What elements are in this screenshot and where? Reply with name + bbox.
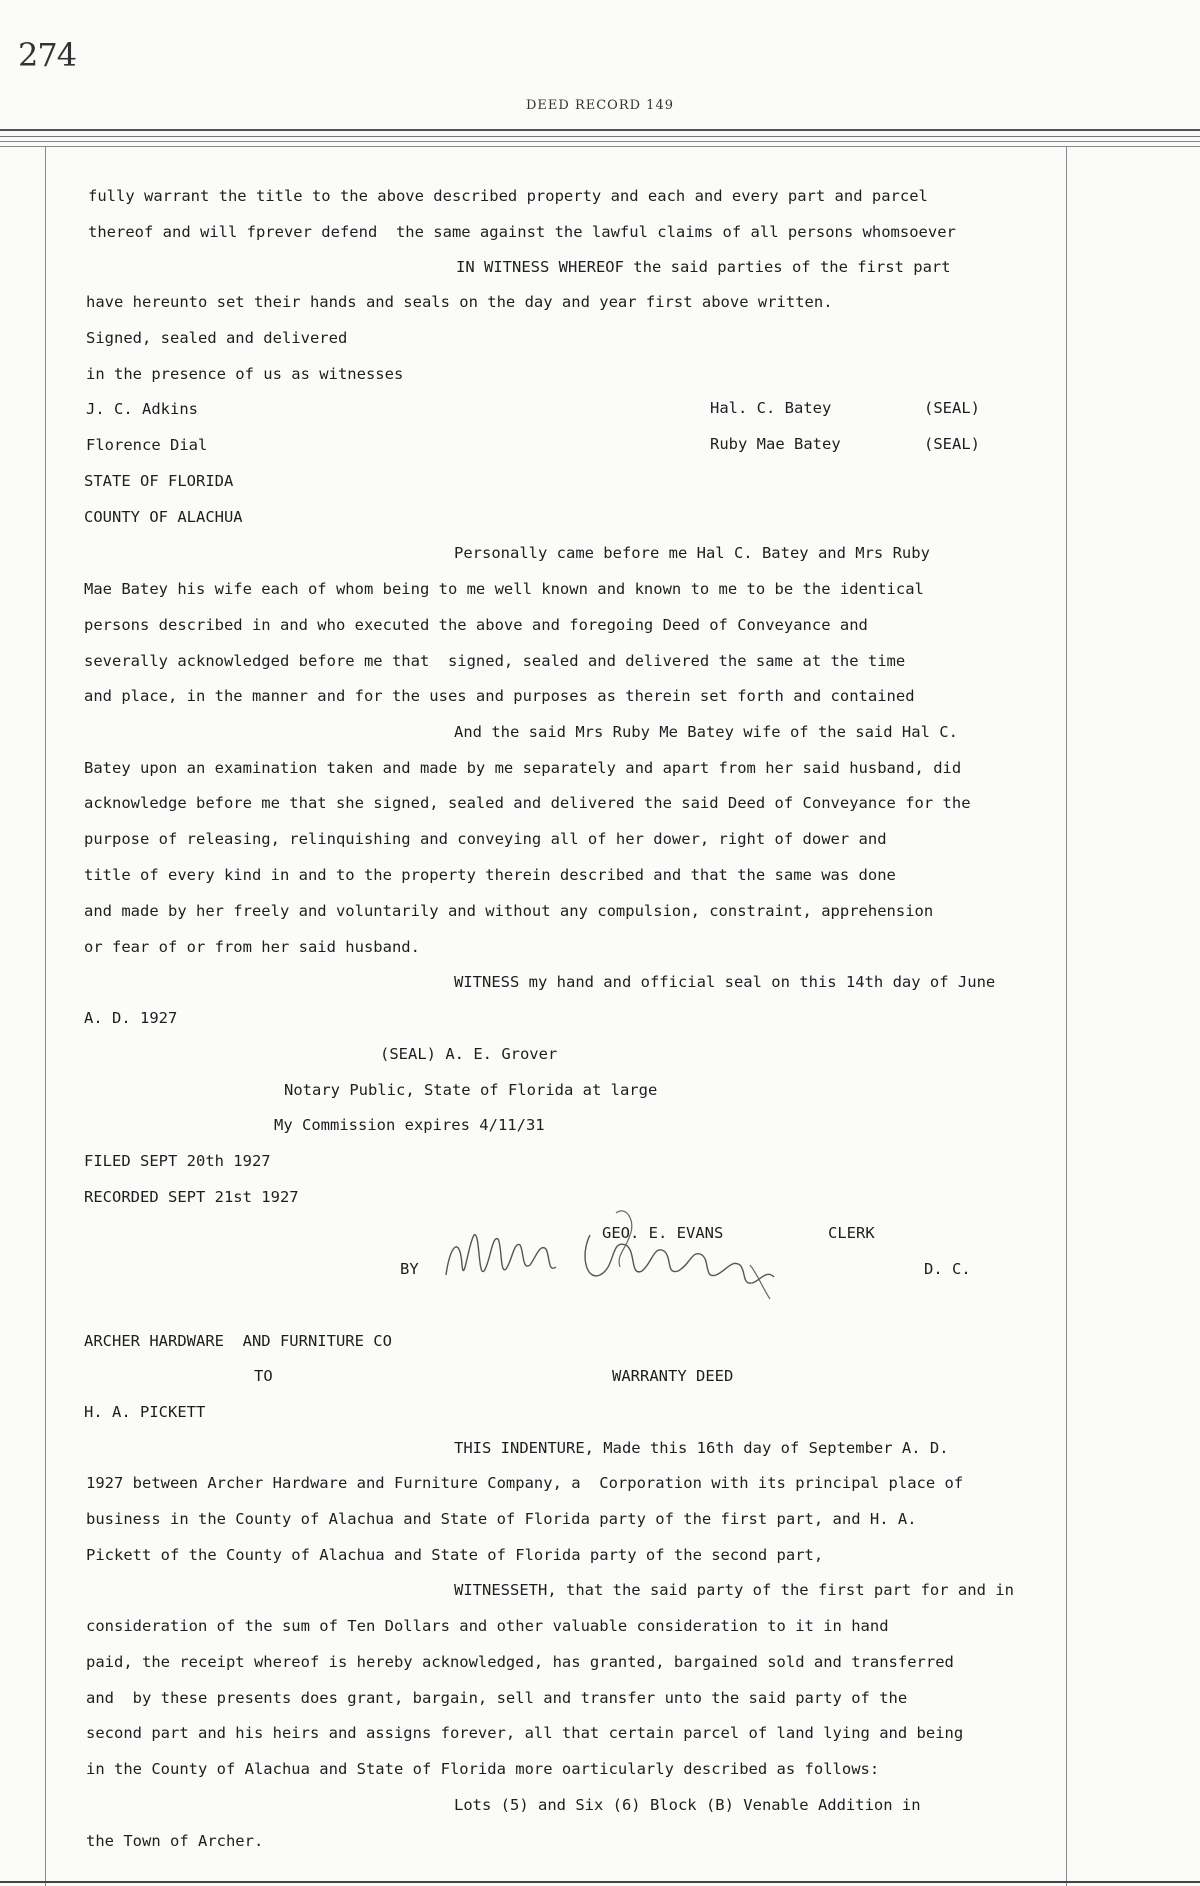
deed-text-line: WITNESSETH, that the said party of the first part for and in bbox=[454, 1581, 1014, 1599]
seal-mark: (SEAL) bbox=[924, 435, 980, 453]
handwritten-signature bbox=[440, 1205, 780, 1305]
grantee-name: H. A. PICKETT bbox=[84, 1403, 206, 1421]
deed-text-line: second part and his heirs and assigns forever, all that certain parcel of land lying and being bbox=[86, 1724, 964, 1742]
signatory-name: Hal. C. Batey bbox=[710, 399, 832, 417]
deed-text-line: Pickett of the County of Alachua and State of Florida party of the second part, bbox=[86, 1546, 824, 1564]
right-margin-rule bbox=[1066, 146, 1067, 1886]
clerk-name: GEO. E. EVANS bbox=[602, 1224, 724, 1242]
header-rule bbox=[0, 129, 1200, 131]
witness-name: Florence Dial bbox=[86, 436, 208, 454]
deed-text-line: 1927 between Archer Hardware and Furniture Company, a Corporation with its principal place of bbox=[86, 1474, 964, 1492]
clerk-title: CLERK bbox=[828, 1224, 875, 1242]
recorded-date: RECORDED SEPT 21st 1927 bbox=[84, 1188, 299, 1206]
state-heading: STATE OF FLORIDA bbox=[84, 472, 234, 490]
header-rule bbox=[0, 141, 1200, 142]
deputy-clerk-label: D. C. bbox=[924, 1260, 971, 1278]
deed-text-line: or fear of or from her said husband. bbox=[84, 938, 420, 956]
deed-text-line: THIS INDENTURE, Made this 16th day of September A. D. bbox=[454, 1439, 949, 1457]
deed-text-line: business in the County of Alachua and State of Florida party of the first part, and H. A. bbox=[86, 1510, 917, 1528]
signature-scribble bbox=[440, 1205, 780, 1305]
footer-rule bbox=[0, 1881, 1200, 1883]
notary-title: Notary Public, State of Florida at large bbox=[284, 1081, 658, 1099]
deed-text-line: fully warrant the title to the above described property and each and every part and parcel bbox=[88, 187, 928, 205]
deed-text-line: IN WITNESS WHEREOF the said parties of the first part bbox=[456, 258, 951, 276]
deed-text-line: in the County of Alachua and State of Florida more oarticularly described as follows: bbox=[86, 1760, 880, 1778]
by-label: BY bbox=[400, 1260, 419, 1278]
property-description: the Town of Archer. bbox=[86, 1832, 264, 1850]
deed-text-line: in the presence of us as witnesses bbox=[86, 365, 404, 383]
witness-name: J. C. Adkins bbox=[86, 400, 198, 418]
signatory-name: Ruby Mae Batey bbox=[710, 435, 841, 453]
deed-text-line: Personally came before me Hal C. Batey and Mrs Ruby bbox=[454, 544, 930, 562]
header-rule bbox=[0, 136, 1200, 137]
deed-text-line: Mae Batey his wife each of whom being to me well known and known to me to be the identical bbox=[84, 580, 924, 598]
deed-text-line: consideration of the sum of Ten Dollars and other valuable consideration to it in hand bbox=[86, 1617, 889, 1635]
seal-mark: (SEAL) bbox=[924, 399, 980, 417]
notary-signature-line: (SEAL) A. E. Grover bbox=[380, 1045, 558, 1063]
filed-date: FILED SEPT 20th 1927 bbox=[84, 1152, 271, 1170]
deed-text-line: Batey upon an examination taken and made by me separately and apart from her said husband, did bbox=[84, 759, 962, 777]
deed-text-line: severally acknowledged before me that signed, sealed and delivered the same at the time bbox=[84, 652, 906, 670]
page-number: 274 bbox=[18, 36, 77, 74]
deed-text-line: WITNESS my hand and official seal on this 14th day of June bbox=[454, 973, 996, 991]
deed-text-line: have hereunto set their hands and seals on the day and year first above written. bbox=[86, 293, 833, 311]
deed-text-line: paid, the receipt whereof is hereby acknowledged, has granted, bargained sold and transferred bbox=[86, 1653, 954, 1671]
deed-text-line: and by these presents does grant, bargain, sell and transfer unto the said party of the bbox=[86, 1689, 908, 1707]
record-book-title: DEED RECORD 149 bbox=[526, 98, 674, 113]
deed-text-line: persons described in and who executed the above and foregoing Deed of Conveyance and bbox=[84, 616, 868, 634]
deed-text-line: and place, in the manner and for the uses and purposes as therein set forth and contained bbox=[84, 687, 915, 705]
left-margin-rule bbox=[45, 146, 46, 1886]
county-heading: COUNTY OF ALACHUA bbox=[84, 508, 243, 526]
deed-text-line: and made by her freely and voluntarily and without any compulsion, constraint, apprehension bbox=[84, 902, 934, 920]
deed-text-line: title of every kind in and to the property therein described and that the same was done bbox=[84, 866, 896, 884]
deed-text-line: Signed, sealed and delivered bbox=[86, 329, 348, 347]
property-description: Lots (5) and Six (6) Block (B) Venable Addition in bbox=[454, 1796, 921, 1814]
instrument-type: WARRANTY DEED bbox=[612, 1367, 734, 1385]
deed-text-line: purpose of releasing, relinquishing and conveying all of her dower, right of dower and bbox=[84, 830, 887, 848]
to-label: TO bbox=[254, 1367, 273, 1385]
deed-text-line: And the said Mrs Ruby Me Batey wife of the said Hal C. bbox=[454, 723, 958, 741]
deed-text-line: acknowledge before me that she signed, sealed and delivered the said Deed of Conveyance for the bbox=[84, 794, 971, 812]
notary-commission: My Commission expires 4/11/31 bbox=[274, 1116, 545, 1134]
grantor-name: ARCHER HARDWARE AND FURNITURE CO bbox=[84, 1332, 392, 1350]
header-rule bbox=[0, 146, 1200, 147]
deed-text-line: A. D. 1927 bbox=[84, 1009, 178, 1027]
deed-text-line: thereof and will fprever defend the same against the lawful claims of all persons whomsoever bbox=[88, 223, 956, 241]
